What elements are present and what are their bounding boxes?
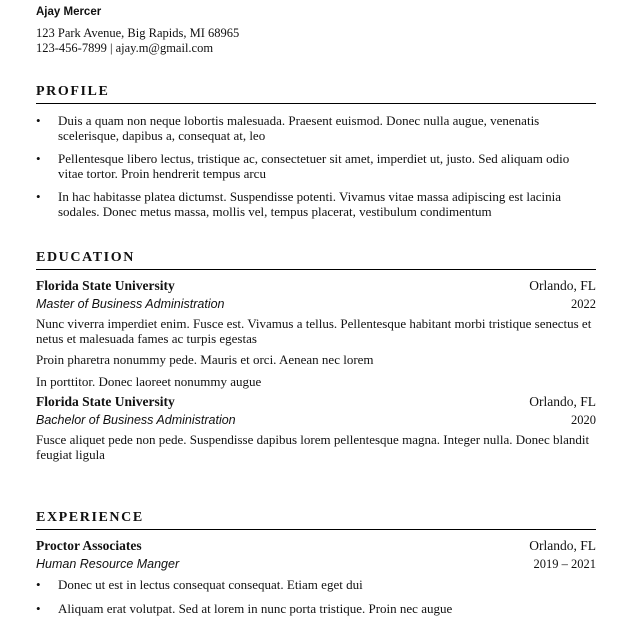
- list-item: [36, 113, 596, 143]
- company-name: Proctor Associates: [36, 538, 142, 553]
- bullet-text: Duis a quam non neque lobortis malesuada. Praesent euismod. Donec nulla augue, venenatis scelerisque, dapibus a, consequat at, leo: [58, 113, 540, 143]
- contact-line: 123-456-7899 | ajay.m@gmail.com: [36, 41, 214, 55]
- degree-title: Bachelor of Business Administration: [36, 413, 236, 427]
- bullet-text: Donec ut est in lectus consequat consequat. Etiam eget dui: [58, 577, 363, 592]
- list-item: [36, 601, 596, 616]
- bullet-text: Aliquam erat volutpat. Sed at lorem in nunc porta tristique. Proin nec augue: [58, 601, 453, 616]
- company-location: Orlando, FL: [529, 538, 596, 553]
- education-entry: [36, 278, 596, 389]
- bullet-icon: •: [36, 113, 41, 128]
- education-detail: Fusce aliquet pede non pede. Suspendisse dapibus lorem pellentesque magna. Integer nulla. Donec blandit feugiat ligula: [36, 432, 590, 462]
- section-title-profile: PROFILE: [36, 84, 596, 104]
- education-detail: Nunc viverra imperdiet enim. Fusce est. Vivamus a tellus. Pellentesque habitant morbi tristique senectus et netus et malesuada fames ac turpis egestas: [36, 316, 592, 346]
- degree-title: Master of Business Administration: [36, 297, 225, 311]
- experience-entry: [36, 538, 596, 616]
- experience-bullet-list: [36, 577, 596, 616]
- job-title: Human Resource Manger: [36, 557, 180, 571]
- candidate-name: Ajay Mercer: [36, 6, 102, 18]
- section-title-education: EDUCATION: [36, 250, 596, 270]
- profile-section: [36, 84, 596, 227]
- list-item: [36, 189, 596, 219]
- experience-section: [36, 510, 596, 624]
- bullet-icon: •: [36, 577, 41, 592]
- education-detail: Proin pharetra nonummy pede. Mauris et orci. Aenean nec lorem: [36, 352, 374, 367]
- education-section: [36, 250, 596, 462]
- employment-dates: 2019 – 2021: [533, 557, 596, 571]
- section-title-experience: EXPERIENCE: [36, 510, 596, 530]
- school-location: Orlando, FL: [529, 394, 596, 409]
- bullet-text: Pellentesque libero lectus, tristique ac, consectetuer sit amet, imperdiet ut, justo. Sed aliquam odio vitae tortor. Proin hendrerit tempus arcu: [58, 151, 570, 181]
- school-name: Florida State University: [36, 394, 175, 409]
- education-entry: [36, 394, 596, 462]
- bullet-icon: •: [36, 601, 41, 616]
- school-location: Orlando, FL: [529, 278, 596, 293]
- list-item: [36, 151, 596, 181]
- graduation-year: 2020: [571, 413, 596, 427]
- bullet-text: In hac habitasse platea dictumst. Suspendisse potenti. Vivamus vitae massa adipiscing est lacinia sodales. Donec metus massa, mollis vel, tempus placerat, vestibulum condimentum: [58, 189, 561, 219]
- list-item: [36, 577, 596, 592]
- bullet-icon: •: [36, 189, 41, 204]
- school-name: Florida State University: [36, 278, 175, 293]
- education-detail: In porttitor. Donec laoreet nonummy augue: [36, 374, 262, 389]
- bullet-icon: •: [36, 151, 41, 166]
- address-line: 123 Park Avenue, Big Rapids, MI 68965: [36, 26, 240, 40]
- profile-bullet-list: [36, 113, 596, 219]
- graduation-year: 2022: [571, 297, 596, 311]
